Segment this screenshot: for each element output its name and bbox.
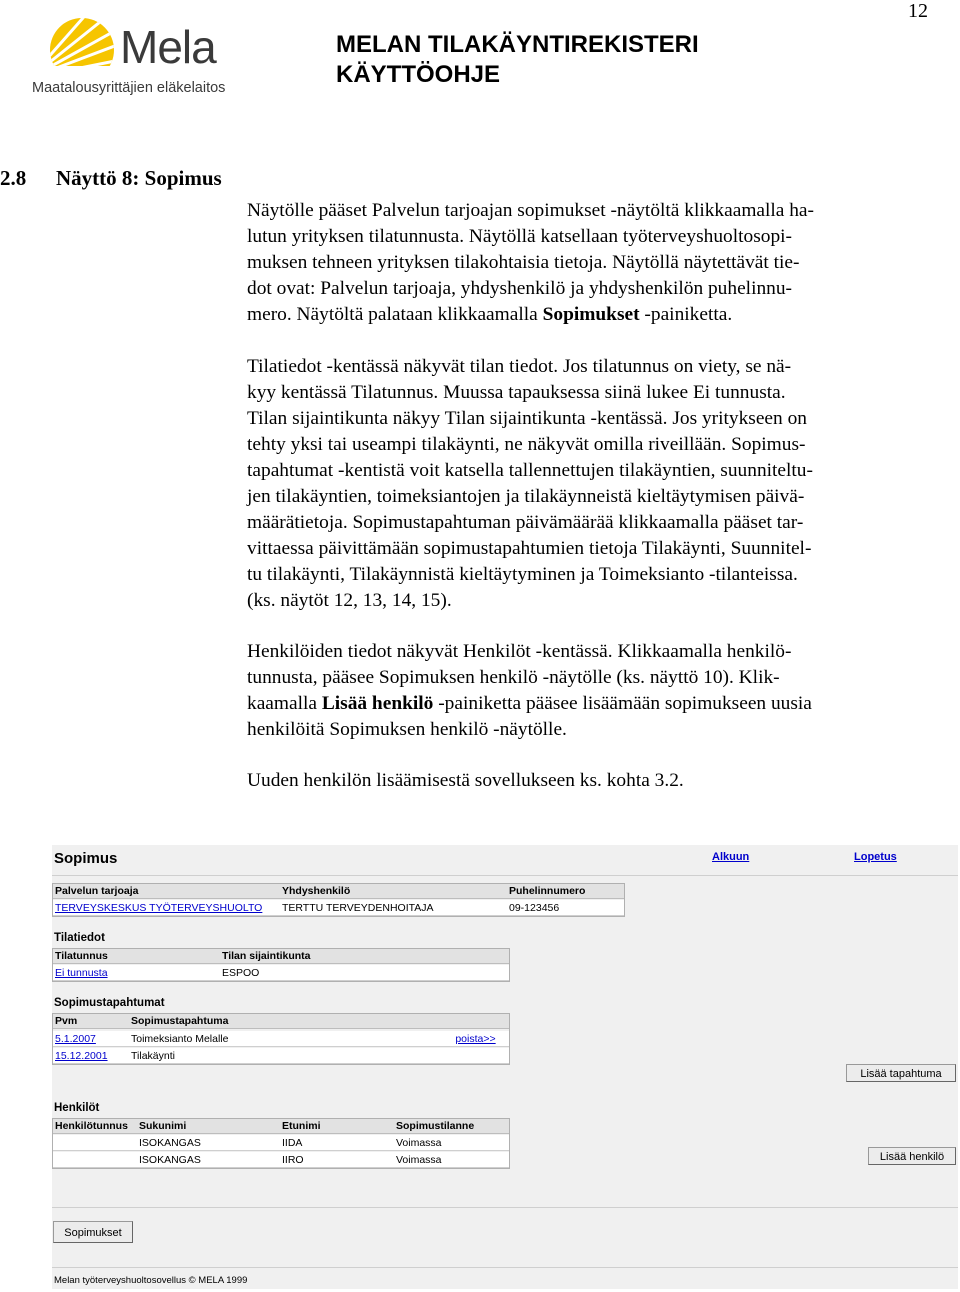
text-line: (ks. näytöt 12, 13, 14, 15). — [247, 590, 452, 611]
text-run: mero. Näytöltä palataan klikkaamalla — [247, 304, 543, 325]
paragraph-2 — [247, 354, 907, 614]
text-line: Tilan sijaintikunta näkyy Tilan sijaintikunta -kentässä. Jos yritykseen on — [247, 408, 807, 429]
text-line: vittaessa päivittämään sopimustapahtumien tietoja Tilakäynti, Suunnitel- — [247, 538, 812, 559]
event-header: Sopimustapahtuma — [129, 1014, 440, 1029]
person-id-link[interactable] — [53, 1152, 137, 1168]
text-run: -painiketta. — [639, 304, 733, 325]
text-line: jen tilakäyntien, toimeksiantojen ja tilakäynneistä kieltäytymisen päivä- — [247, 486, 805, 507]
sopimus-screen — [52, 845, 958, 1289]
event-date-link[interactable]: 15.12.2001 — [53, 1048, 129, 1064]
municipality-value: ESPOO — [220, 965, 509, 981]
date-header: Pvm — [53, 1014, 129, 1029]
farm-id-link[interactable]: Ei tunnusta — [53, 965, 220, 981]
document-title — [336, 30, 699, 90]
bold-term: Sopimukset — [542, 304, 640, 325]
firstname-value: IIRO — [280, 1152, 394, 1168]
divider — [52, 1207, 958, 1208]
text-run: -painiketta pääsee lisäämään sopimukseen uusia — [433, 693, 812, 714]
empty-cell — [440, 1048, 509, 1064]
text-line: Tilatiedot -kentässä näkyvät tilan tiedot. Jos tilatunnus on viety, se nä- — [247, 356, 792, 377]
phone-value: 09-123456 — [507, 900, 624, 916]
person-id-header: Henkilötunnus — [53, 1119, 137, 1134]
surname-header: Sukunimi — [137, 1119, 280, 1134]
firstname-header: Etunimi — [280, 1119, 394, 1134]
status-value: Voimassa — [394, 1135, 509, 1151]
page-number: 12 — [908, 0, 928, 22]
text-line: dot ovat: Palvelun tarjoaja, yhdyshenkilö ja yhdyshenkilön puhelinnu- — [247, 278, 793, 299]
text-line: henkilöitä Sopimuksen henkilö -näytölle. — [247, 719, 567, 740]
screen-title: Sopimus — [54, 850, 118, 867]
text-line: määrätietoja. Sopimustapahtuman päivämäärää klikkaamalla pääset tar- — [247, 512, 804, 533]
contact-person-header: Yhdyshenkilö — [280, 884, 507, 899]
status-value: Voimassa — [394, 1152, 509, 1168]
event-date-link[interactable]: 5.1.2007 — [53, 1031, 129, 1047]
section-title: Näyttö 8: Sopimus — [56, 166, 222, 190]
sun-logo-icon — [30, 14, 120, 78]
provider-header: Palvelun tarjoaja — [53, 884, 280, 899]
event-action-header — [440, 1014, 509, 1029]
text-line: tunnusta, pääsee Sopimuksen henkilö -näytölle (ks. näyttö 10). Klik- — [247, 667, 780, 688]
paragraph-3 — [247, 639, 907, 743]
mela-logo — [30, 14, 245, 100]
text-line: tapahtumat -kentistä voit katsella tallennettujen tilakäyntien, suunniteltu- — [247, 460, 813, 481]
farm-id-header: Tilatunnus — [53, 949, 220, 964]
logo-name: Mela — [120, 21, 216, 73]
phone-header: Puhelinnumero — [507, 884, 624, 899]
document-title-line1: MELAN TILAKÄYNTIREKISTERI — [336, 31, 699, 58]
text-line: kyy kentässä Tilatunnus. Muussa tapauksessa siinä lukee Ei tunnusta. — [247, 382, 786, 403]
text-line — [247, 302, 907, 328]
logout-link[interactable]: Lopetus — [854, 851, 897, 863]
event-type: Tilakäynti — [129, 1048, 440, 1064]
text-line: Henkilöiden tiedot näkyvät Henkilöt -kentässä. Klikkaamalla henkilö- — [247, 641, 792, 662]
municipality-header: Tilan sijaintikunta — [220, 949, 509, 964]
add-person-button[interactable]: Lisää henkilö — [868, 1147, 956, 1165]
persons-section-title: Henkilöt — [54, 1102, 100, 1114]
paragraph-4 — [247, 768, 907, 794]
surname-value: ISOKANGAS — [137, 1135, 280, 1151]
divider — [52, 1267, 958, 1268]
bold-term: Lisää henkilö — [321, 693, 434, 714]
divider — [52, 875, 958, 876]
text-line: lutun yrityksen tilatunnusta. Näytöllä katsellaan työterveyshuoltosopi- — [247, 226, 792, 247]
text-line: tehty yksi tai useampi tilakäynti, ne näkyvät omilla riveillään. Sopimus- — [247, 434, 806, 455]
text-line: tu tilakäynti, Tilakäynnistä kieltäytyminen ja Toimeksianto -tilanteissa. — [247, 564, 798, 585]
paragraph-1 — [247, 198, 907, 328]
add-event-button[interactable]: Lisää tapahtuma — [846, 1064, 956, 1082]
person-id-link[interactable] — [53, 1135, 137, 1151]
text-line: Uuden henkilön lisäämisestä sovellukseen ks. kohta 3.2. — [247, 770, 684, 791]
farm-section-title: Tilatiedot — [54, 932, 105, 944]
contracts-button[interactable]: Sopimukset — [53, 1221, 133, 1243]
provider-link[interactable]: TERVEYSKESKUS TYÖTERVEYSHUOLTO — [53, 900, 280, 916]
section-heading — [0, 166, 222, 191]
delete-event-link[interactable]: poista>> — [440, 1031, 509, 1047]
home-link[interactable]: Alkuun — [712, 851, 750, 863]
firstname-value: IIDA — [280, 1135, 394, 1151]
text-line: Näytölle pääset Palvelun tarjoajan sopimukset -näytöltä klikkaamalla ha- — [247, 200, 814, 221]
text-line — [247, 691, 907, 717]
document-title-line2: KÄYTTÖOHJE — [336, 61, 501, 88]
event-type: Toimeksianto Melalle — [129, 1031, 440, 1047]
logo-tagline: Maatalousyrittäjien eläkelaitos — [32, 80, 226, 96]
status-header: Sopimustilanne — [394, 1119, 509, 1134]
section-number: 2.8 — [0, 166, 27, 190]
events-section-title: Sopimustapahtumat — [54, 997, 165, 1009]
text-line: muksen tehneen yrityksen tilakohtaisia tietoja. Näytöllä näytettävät tie- — [247, 252, 800, 273]
surname-value: ISOKANGAS — [137, 1152, 280, 1168]
app-footer: Melan työterveyshuoltosovellus © MELA 1999 — [54, 1275, 248, 1286]
contact-person-value: TERTTU TERVEYDENHOITAJA — [280, 900, 507, 916]
text-run: kaamalla — [247, 693, 322, 714]
